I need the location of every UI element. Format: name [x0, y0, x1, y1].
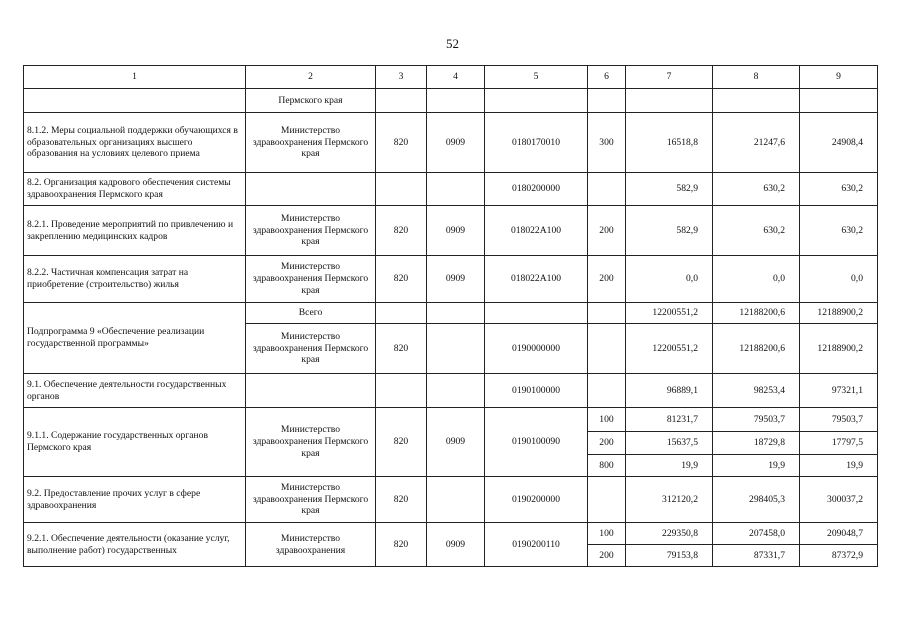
section-cell	[427, 374, 485, 408]
value-cell: 96889,1	[626, 374, 713, 408]
value-cell: 582,9	[626, 173, 713, 206]
name-cell: Подпрограмма 9 «Обеспечение реализации государственной программы»	[24, 303, 246, 374]
empty-cell	[713, 89, 800, 113]
empty-cell	[376, 89, 427, 113]
value-cell: 312120,2	[626, 477, 713, 523]
value-cell: 19,9	[626, 455, 713, 477]
table-row	[24, 408, 878, 432]
value-cell: 24908,4	[800, 113, 878, 173]
section-cell	[427, 173, 485, 206]
ministry-cell: Министерство здравоохранения Пермского края	[246, 408, 376, 477]
grbs-cell: 820	[376, 113, 427, 173]
csr-cell: 0190200000	[485, 477, 588, 523]
value-cell: 209048,7	[800, 523, 878, 545]
section-cell: 0909	[427, 256, 485, 303]
ministry-cell: Министерство здравоохранения Пермского края	[246, 206, 376, 256]
name-cell: 9.2. Предоставление прочих услуг в сфере здравоохранения	[24, 477, 246, 523]
table-row	[24, 206, 878, 256]
name-cell: 9.2.1. Обеспечение деятельности (оказание услуг, выполнение работ) государственных	[24, 523, 246, 567]
csr-cell	[485, 303, 588, 324]
grbs-cell: 820	[376, 523, 427, 567]
budget-table	[23, 65, 878, 567]
value-cell: 630,2	[713, 206, 800, 256]
value-cell: 582,9	[626, 206, 713, 256]
name-cell: 9.1.1. Содержание государственных органов Пермского края	[24, 408, 246, 477]
name-cell: 9.1. Обеспечение деятельности государственных органов	[24, 374, 246, 408]
section-cell	[427, 477, 485, 523]
csr-cell: 0190100090	[485, 408, 588, 477]
value-cell: 630,2	[713, 173, 800, 206]
section-cell: 0909	[427, 113, 485, 173]
header-row	[24, 66, 878, 89]
section-cell	[427, 303, 485, 324]
value-cell: 87372,9	[800, 545, 878, 567]
header-cell: 2	[246, 66, 376, 89]
csr-cell: 0190000000	[485, 324, 588, 374]
grbs-cell: 820	[376, 324, 427, 374]
value-cell: 298405,3	[713, 477, 800, 523]
value-cell: 12200551,2	[626, 324, 713, 374]
table-row	[24, 89, 878, 113]
grbs-cell: 820	[376, 477, 427, 523]
vr-cell: 200	[588, 545, 626, 567]
value-cell: 81231,7	[626, 408, 713, 432]
grbs-cell: 820	[376, 408, 427, 477]
value-cell: 17797,5	[800, 432, 878, 455]
grbs-cell	[376, 303, 427, 324]
table-row	[24, 113, 878, 173]
ministry-cell: Министерство здравоохранения Пермского края	[246, 477, 376, 523]
table-row	[24, 523, 878, 545]
section-cell	[427, 324, 485, 374]
header-cell: 4	[427, 66, 485, 89]
header-cell: 7	[626, 66, 713, 89]
header-cell: 5	[485, 66, 588, 89]
value-cell: 0,0	[626, 256, 713, 303]
vr-cell	[588, 173, 626, 206]
empty-cell	[485, 89, 588, 113]
name-cell: 8.2. Организация кадрового обеспечения системы здравоохранения Пермского края	[24, 173, 246, 206]
value-cell: 79503,7	[713, 408, 800, 432]
csr-cell: 0190100000	[485, 374, 588, 408]
value-cell: 207458,0	[713, 523, 800, 545]
vr-cell	[588, 374, 626, 408]
name-cell	[24, 89, 246, 113]
empty-cell	[800, 89, 878, 113]
header-cell: 3	[376, 66, 427, 89]
value-cell: 229350,8	[626, 523, 713, 545]
value-cell: 0,0	[800, 256, 878, 303]
empty-cell	[427, 89, 485, 113]
value-cell: 18729,8	[713, 432, 800, 455]
value-cell: 0,0	[713, 256, 800, 303]
ministry-cell: Министерство здравоохранения Пермского края	[246, 256, 376, 303]
value-cell: 12188200,6	[713, 324, 800, 374]
grbs-cell	[376, 173, 427, 206]
name-cell: 8.1.2. Меры социальной поддержки обучающихся в образовательных организациях высшего образования на условиях целевого приема	[24, 113, 246, 173]
section-cell: 0909	[427, 408, 485, 477]
value-cell: 87331,7	[713, 545, 800, 567]
empty-cell	[626, 89, 713, 113]
ministry-cell: Министерство здравоохранения Пермского края	[246, 113, 376, 173]
table-row	[24, 173, 878, 206]
value-cell: 97321,1	[800, 374, 878, 408]
header-cell: 1	[24, 66, 246, 89]
ministry-cell: Министерство здравоохранения Пермского края	[246, 324, 376, 374]
empty-cell	[588, 89, 626, 113]
ministry-cell: Министерство здравоохранения	[246, 523, 376, 567]
csr-cell: 0180170010	[485, 113, 588, 173]
value-cell: 79153,8	[626, 545, 713, 567]
value-cell: 98253,4	[713, 374, 800, 408]
vr-cell: 100	[588, 408, 626, 432]
table-row	[24, 374, 878, 408]
value-cell: 19,9	[800, 455, 878, 477]
name-cell: 8.2.2. Частичная компенсация затрат на приобретение (строительство) жилья	[24, 256, 246, 303]
value-cell: 300037,2	[800, 477, 878, 523]
total-label-cell: Всего	[246, 303, 376, 324]
value-cell: 12188200,6	[713, 303, 800, 324]
section-cell: 0909	[427, 523, 485, 567]
section-cell: 0909	[427, 206, 485, 256]
value-cell: 630,2	[800, 173, 878, 206]
grbs-cell	[376, 374, 427, 408]
ministry-cell: Пермского края	[246, 89, 376, 113]
value-cell: 12188900,2	[800, 303, 878, 324]
vr-cell: 800	[588, 455, 626, 477]
header-cell: 6	[588, 66, 626, 89]
vr-cell: 200	[588, 256, 626, 303]
header-cell: 9	[800, 66, 878, 89]
vr-cell: 100	[588, 523, 626, 545]
value-cell: 79503,7	[800, 408, 878, 432]
vr-cell	[588, 303, 626, 324]
csr-cell: 0190200110	[485, 523, 588, 567]
value-cell: 630,2	[800, 206, 878, 256]
table-row	[24, 477, 878, 523]
vr-cell: 300	[588, 113, 626, 173]
table-row	[24, 256, 878, 303]
grbs-cell: 820	[376, 206, 427, 256]
csr-cell: 018022А100	[485, 206, 588, 256]
header-cell: 8	[713, 66, 800, 89]
page-number: 52	[446, 36, 459, 51]
table-row	[24, 303, 878, 324]
value-cell: 12188900,2	[800, 324, 878, 374]
ministry-cell	[246, 173, 376, 206]
csr-cell: 018022А100	[485, 256, 588, 303]
value-cell: 16518,8	[626, 113, 713, 173]
value-cell: 19,9	[713, 455, 800, 477]
csr-cell: 0180200000	[485, 173, 588, 206]
vr-cell: 200	[588, 206, 626, 256]
ministry-cell	[246, 374, 376, 408]
vr-cell	[588, 324, 626, 374]
value-cell: 15637,5	[626, 432, 713, 455]
value-cell: 21247,6	[713, 113, 800, 173]
grbs-cell: 820	[376, 256, 427, 303]
vr-cell: 200	[588, 432, 626, 455]
vr-cell	[588, 477, 626, 523]
name-cell: 8.2.1. Проведение мероприятий по привлечению и закреплению медицинских кадров	[24, 206, 246, 256]
value-cell: 12200551,2	[626, 303, 713, 324]
